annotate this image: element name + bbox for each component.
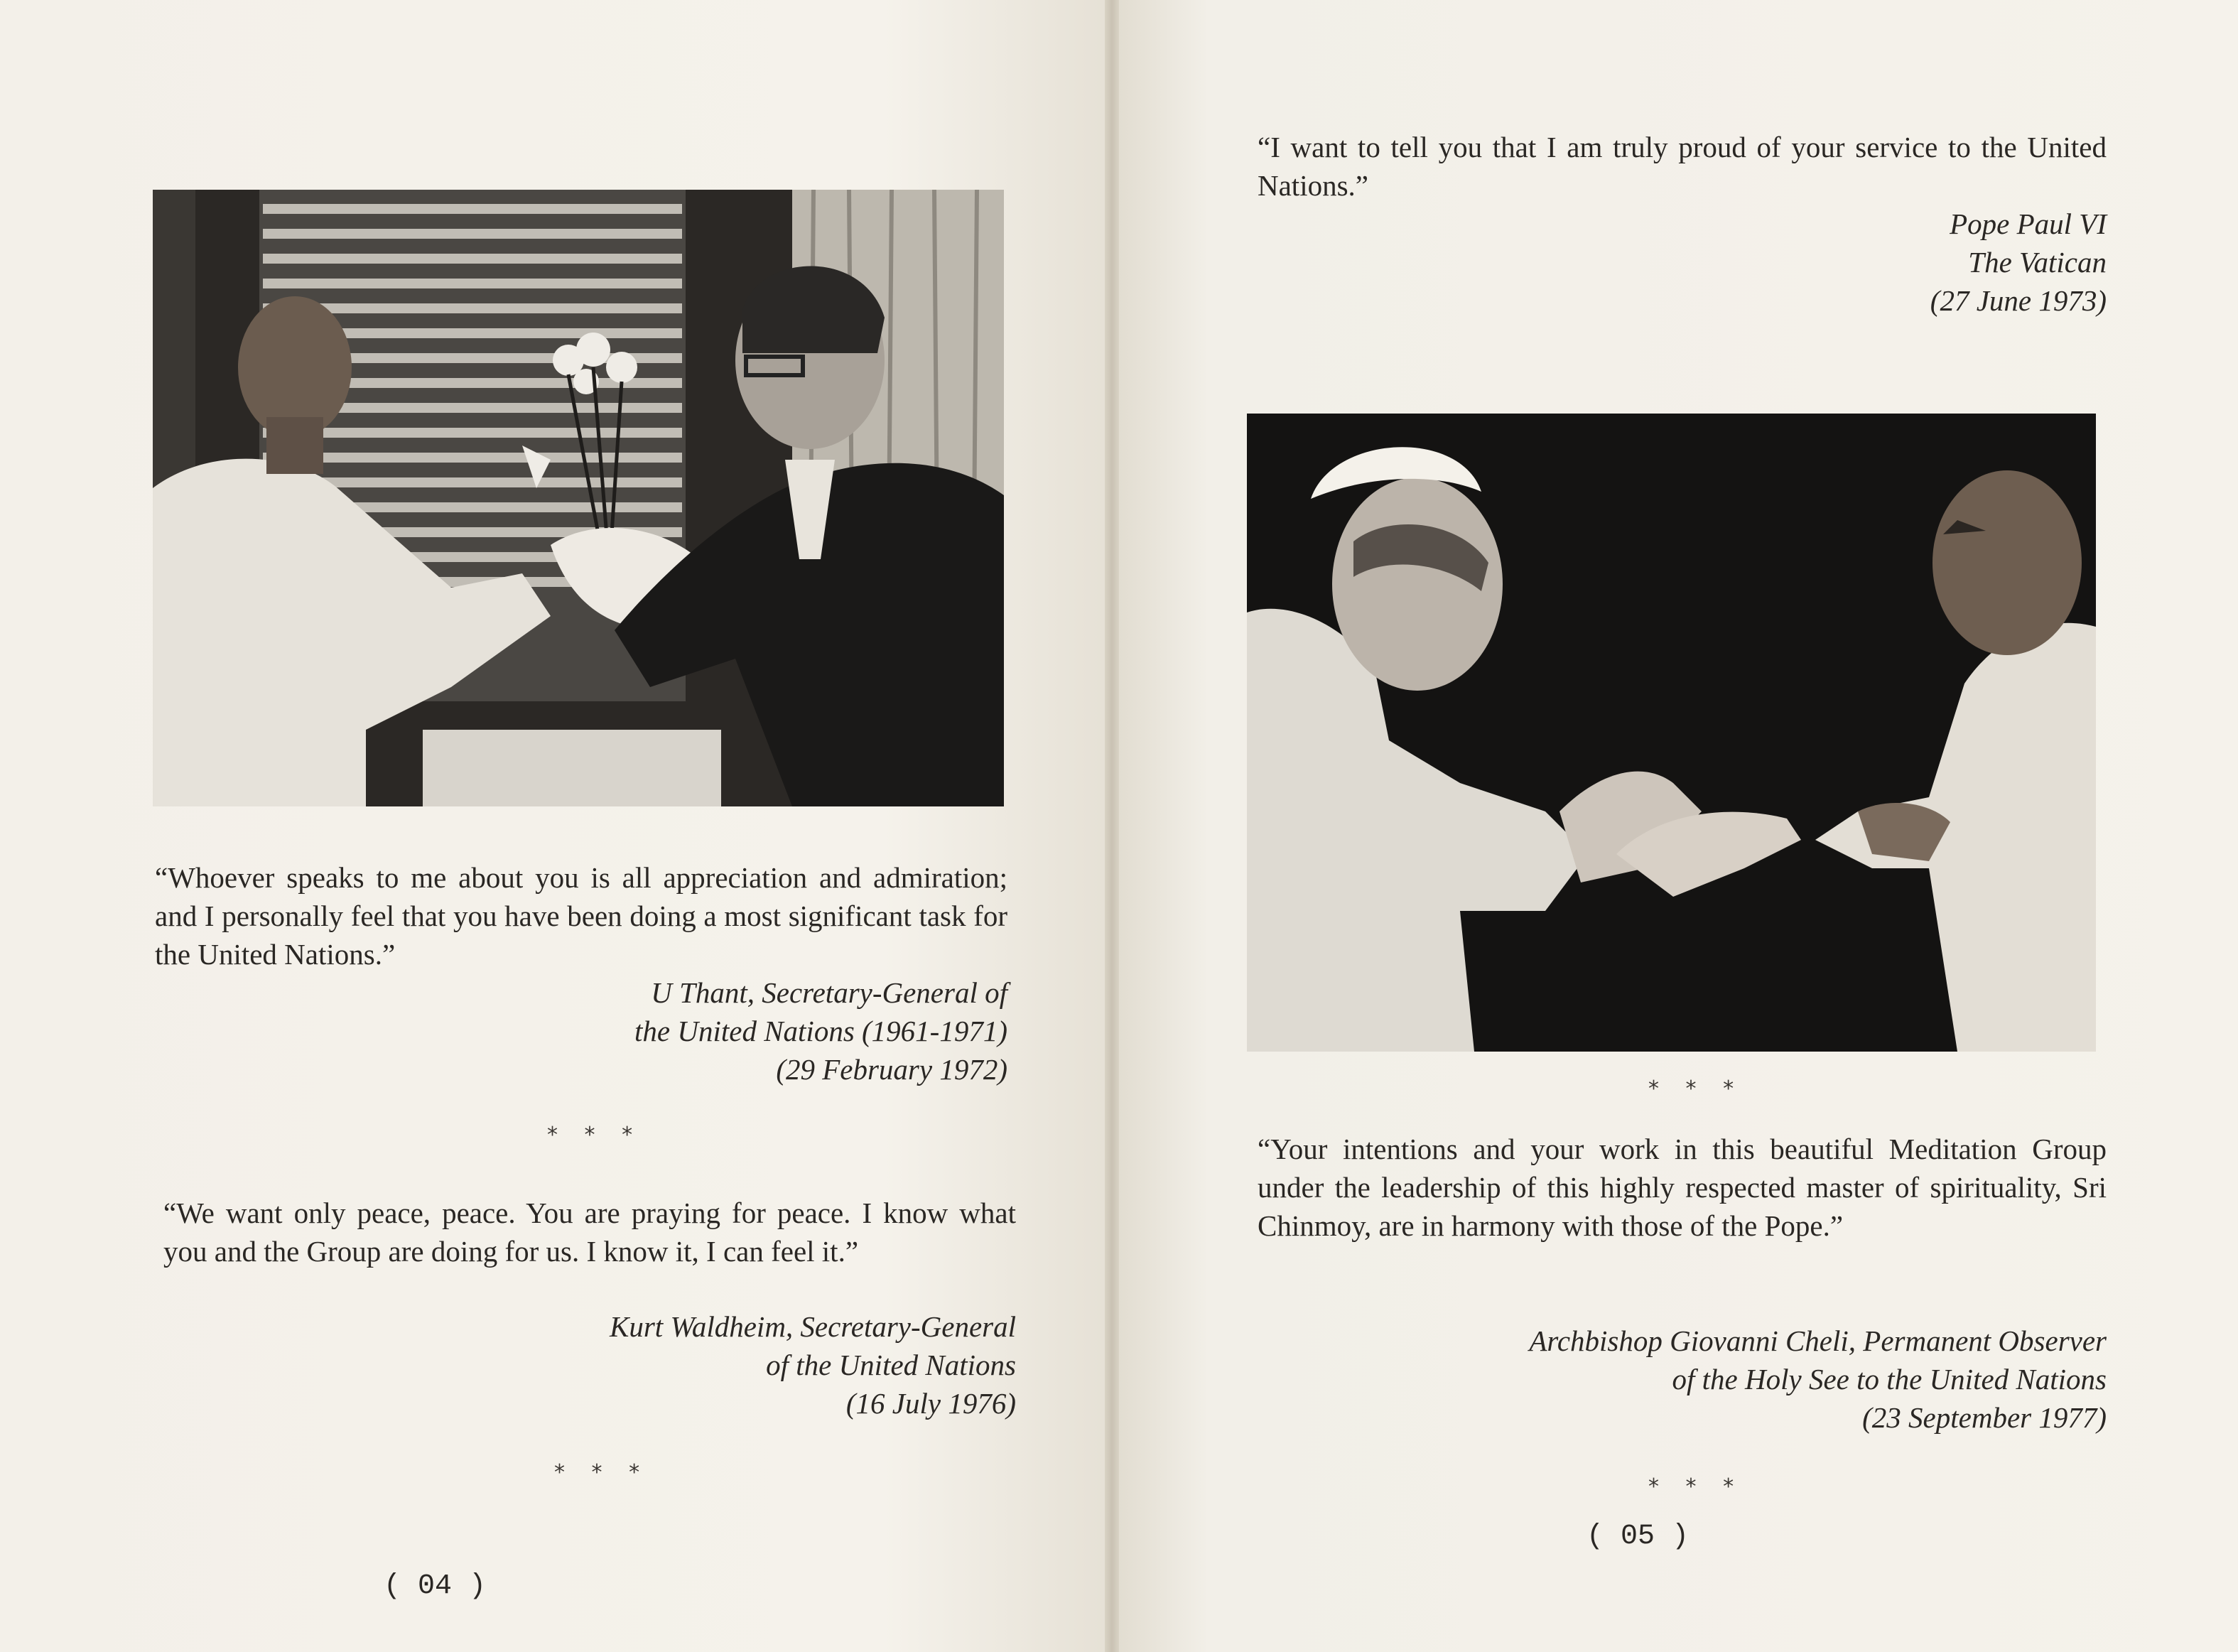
- attribution-line: of the Holy See to the United Nations: [1672, 1363, 2107, 1395]
- page-number-right: ( 05 ): [1586, 1521, 1690, 1553]
- left-photo: [153, 190, 1004, 806]
- left-quote-1: “Whoever speaks to me about you is all appreciation and admiration; and I personally feel that you have been doing a most significant task for the United Nations.”: [155, 861, 1007, 971]
- attribution-line: (16 July 1976): [845, 1387, 1016, 1420]
- left-attribution-2: [377, 1307, 1016, 1422]
- attribution-line: Kurt Waldheim, Secretary-General: [610, 1310, 1016, 1343]
- attribution-line: (29 February 1972): [776, 1053, 1007, 1086]
- left-quote-2: “We want only peace, peace. You are praying for peace. I know what you and the Group are doing for us. I know it, I can feel it.”: [163, 1197, 1016, 1268]
- right-attribution-2: [1396, 1322, 2107, 1437]
- photo-pope-and-guest: [1247, 414, 2096, 1052]
- right-attribution-1: [1467, 205, 2107, 320]
- right-quote-1: “I want to tell you that I am truly proud of your service to the United Nations.”: [1258, 131, 2107, 202]
- attribution-line: of the United Nations: [766, 1349, 1016, 1381]
- book-gutter: [1105, 0, 1119, 1652]
- right-quote-2: “Your intentions and your work in this beautiful Meditation Group under the leadership of this highly respected master of spirituality, Sri Chinmoy, are in harmony with those of the Pope.”: [1258, 1133, 2107, 1242]
- attribution-line: (27 June 1973): [1930, 284, 2107, 317]
- right-page: [1119, 0, 2238, 1652]
- attribution-line: Archbishop Giovanni Cheli, Permanent Observer: [1529, 1324, 2107, 1357]
- left-attribution-1: [368, 973, 1007, 1089]
- photo-two-men-flowers: [153, 190, 1004, 806]
- left-page: [0, 0, 1105, 1652]
- page-number-left: ( 04 ): [384, 1570, 487, 1602]
- attribution-line: The Vatican: [1968, 246, 2107, 279]
- attribution-line: U Thant, Secretary-General of: [651, 976, 1007, 1009]
- attribution-line: Pope Paul VI: [1950, 207, 2107, 240]
- attribution-line: (23 September 1977): [1862, 1401, 2107, 1434]
- left-separator-1: * * *: [547, 1123, 643, 1148]
- right-photo: [1247, 414, 2096, 1052]
- attribution-line: the United Nations (1961-1971): [634, 1015, 1007, 1047]
- left-separator-2: * * *: [554, 1460, 650, 1485]
- right-separator-2: * * *: [1648, 1474, 1744, 1499]
- right-separator-1: * * *: [1648, 1076, 1744, 1101]
